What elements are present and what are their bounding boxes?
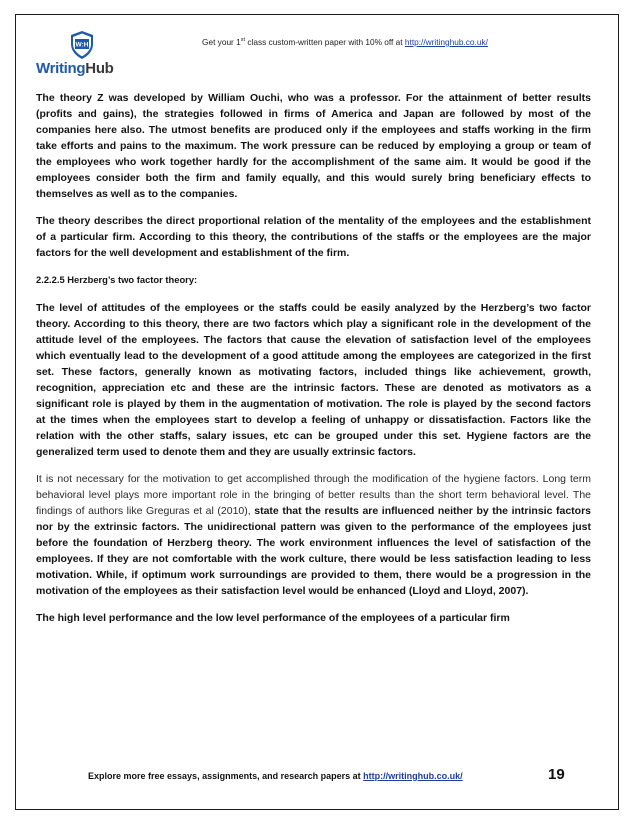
- logo-text-writing: Writing: [36, 60, 86, 77]
- logo-text-hub: Hub: [85, 60, 114, 77]
- logo-badge-icon: [67, 30, 97, 60]
- footer-link[interactable]: http://writinghub.co.uk/: [363, 771, 463, 781]
- header-promo-note: Get your 1st class custom-written paper with 10% off at http://writinghub.co.uk/: [202, 37, 488, 47]
- paragraph-performance: The high level performance and the low level performance of the employees of a particular firm: [36, 612, 510, 625]
- writinghub-logo[interactable]: [36, 30, 136, 84]
- page-footer: [88, 766, 598, 788]
- ordinal-sup: st: [240, 37, 246, 44]
- paragraph-herzberg: The level of attitudes of the employees or the staffs could be easily analyzed by the Herzberg’s two factor theory. According to this theory, there are two factors which play a significant role in the development of the attitude level of the employees. The factors that cause the elevation of satisfaction level of the employees which eventually lead to the development of a good attitude among the employees are categorized in the first set. These factors, generally known as motivating factors, included things like achievement, growth, recognition, appreciation etc and these are the intrinsic factors. These are denoted as motivators as a significant role is played by them in the augmentation of motivation. The role is played by the second factors at the times when the employees start to develop a feeling of unhappy or dissatisfaction. Factors like the relation with the other staffs, salary issues, etc can be grouped under this set. Hygiene factors are the generalized term used to denote them and they are usually extrinsic factors.: [36, 301, 591, 458]
- page-number: 19: [548, 766, 565, 783]
- logo-badge-text: W:H: [75, 41, 89, 49]
- logo-wordmark: [36, 60, 136, 77]
- paragraph-motivation-bold: state that the results are influenced neither by the intrinsic factors nor by the extrinsic factors. The unidirectional pattern was given to the performance of the employees just before the foundation of Herzberg theory. The work environment influences the level of satisfaction of the employees. If they are not comfortable with the work culture, there would be less satisfaction leading to less motivation. While, if optimum work surroundings are provided to them, there would be a progression in the motivation of the employees as their satisfaction level would be enhanced (Lloyd and Lloyd, 2007).: [36, 505, 592, 598]
- document-body: [36, 90, 591, 637]
- paragraph-motivation-light: It is not necessary for the motivation to get accomplished through the modification of the hygiene factors. Long term behavioral level plays more important role in the bringing of better results than the short term behavioral level. The findings of authors like Greguras et al (2010),: [36, 472, 591, 518]
- page-header: [26, 26, 612, 86]
- section-heading: 2.2.2.5 Herzberg’s two factor theory:: [36, 274, 198, 286]
- header-link[interactable]: http://writinghub.co.uk/: [404, 37, 488, 47]
- paragraph-theory-z: The theory Z was developed by William Ouchi, who was a professor. For the attainment of better results (profits and gains), the strategies followed in firms of America and Japan are followed by most of the companies here also. The utmost benefits are produced only if the employees and staffs working in the firm take efforts and pains to the maximum. The work pressure can be reduced by employing a group or team of the employees who work together hardly for the accomplishment of the same aim. It would be good if the employees consider both the firm and family equally, and this would surely bring beneficiary effects to themselves as well as to the companies.: [36, 92, 591, 201]
- paragraph-motivation: [36, 471, 591, 599]
- footer-note: Explore more free essays, assignments, and research papers at http://writinghub.co.uk/: [88, 771, 463, 781]
- paragraph-theory-relation: The theory describes the direct proportional relation of the mentality of the employees and the establishment of a particular firm. According to this theory, the contributions of the staffs or the employees are the major factors for the well development and establishment of the firm.: [36, 215, 591, 260]
